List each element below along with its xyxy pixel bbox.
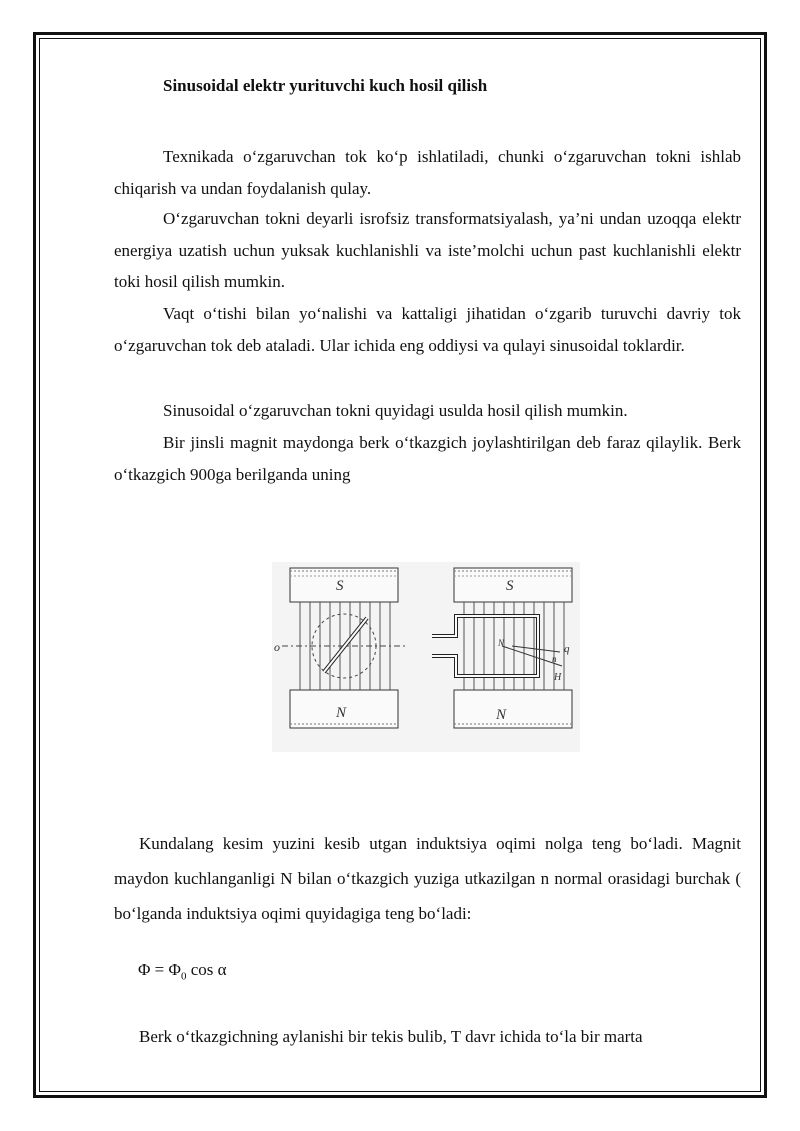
paragraph-3: Vaqt o‘tishi bilan yo‘nalishi va kattaligi jihatidan o‘zgarib turuvchi davriy tok o‘zgaruvchan tok deb ataladi. Ular ichida eng oddiysi va qulayi sinusoidal toklardir. [114,304,741,355]
paragraph-4: Sinusoidal o‘zgaruvchan tokni quyidagi usulda hosil qilish mumkin. [163,401,628,420]
paragraph-5: Bir jinsli magnit maydonga berk o‘tkazgich joylashtirilgan deb faraz qilaylik. Berk o‘tkazgich 900ga berilganda uning [114,433,741,484]
right-panel [432,568,572,728]
right-inner-n-label: N [498,638,505,648]
formula-subscript: 0 [180,970,187,983]
formula-rhs: cos α [186,960,227,979]
left-axis-o-label: o [274,640,280,654]
left-pole-s-label: S [336,578,344,594]
right-h-label: H [554,672,562,683]
magnetic-field-figure [272,562,580,752]
left-panel [282,568,406,728]
paragraph-6: Kundalang kesim yuzini kesib utgan induktsiya oqimi nolga teng bo‘ladi. Magnit maydon kuchlanganligi N bilan o‘tkazgich yuziga utkazilgan n normal orasidagi burchak ( bo‘lganda induktsiya oqimi quyidagiga teng bo‘ladi: [114,834,741,923]
left-pole-n-label: N [336,705,347,721]
right-pole-s-label: S [506,578,514,594]
flux-formula [138,960,227,982]
right-n-label: n [552,654,557,664]
paragraph-2: O‘zgaruvchan tokni deyarli isrofsiz transformatsiyalash, ya’ni undan uzoqqa elektr energiya uzatish uchun yuksak kuchlanishli va iste’molchi uchun past kuchlanishli elektr toki hosil qilish mumkin. [114,209,741,291]
paragraph-1: Texnikada o‘zgaruvchan tok ko‘p ishlatiladi, chunki o‘zgaruvchan tokni ishlab chiqarish va undan foydalanish qulay. [114,147,741,198]
formula-lhs: Φ = Φ [138,960,181,979]
paragraph-7: Berk o‘tkazgichning aylanishi bir tekis bulib, T davr ichida to‘la bir marta [139,1027,643,1046]
document-title: Sinusoidal elektr yurituvchi kuch hosil qilish [163,76,488,95]
right-pole-n-label: N [496,707,507,723]
right-q-label: q [564,643,570,655]
